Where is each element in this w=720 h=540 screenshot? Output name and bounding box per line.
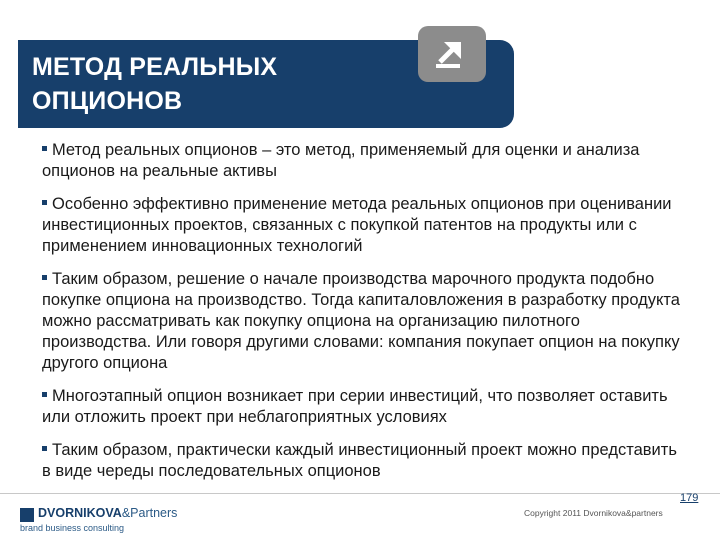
arrow-up-right-icon [430,34,470,74]
bullet-text: Таким образом, решение о начале производства марочного продукта подобно покупке опциона на производство. Тогда капиталовложения в разработку продукта можно рассматривать как покупку опциона на организацию пилотного производства. Или говоря другими словами: компания покупает опцион на покупку другого опциона [42,270,680,372]
bullet-item [42,386,682,428]
bullet-item [42,269,682,374]
bullet-list [42,140,682,494]
logo-name-bold: DVORNIKOVA [38,506,122,520]
bullet-text: Многоэтапный опцион возникает при серии инвестиций, что позволяет оставить или отложить проект при неблагоприятных условиях [42,387,668,426]
bullet-text: Таким образом, практически каждый инвестиционный проект можно представить в виде череды последовательных опционов [42,441,677,480]
bullet-text: Особенно эффективно применение метода реальных опционов при оценивании инвестиционных проектов, связанных с покупкой патентов на продукты или с применением инновационных технологий [42,195,672,255]
bullet-marker-icon [42,200,47,205]
bullet-marker-icon [42,146,47,151]
logo-tagline: brand business consulting [20,523,125,533]
company-logo [20,506,220,536]
title-line-1: МЕТОД РЕАЛЬНЫХ [32,53,278,81]
slide-title [32,50,452,118]
bullet-marker-icon [42,392,47,397]
copyright-text: Copyright 2011 Dvornikova&partners [524,508,663,518]
logo-name [38,506,177,520]
bullet-item [42,140,682,182]
bullet-marker-icon [42,275,47,280]
page-number[interactable]: 179 [680,492,699,504]
bullet-item [42,194,682,257]
corner-tab [418,26,486,82]
bullet-item [42,440,682,482]
bullet-text: Метод реальных опционов – это метод, применяемый для оценки и анализа опционов на реальные активы [42,141,640,180]
logo-name-light: &Partners [121,506,178,520]
logo-square-icon [20,508,34,522]
footer-divider [0,493,720,494]
title-line-2: ОПЦИОНОВ [32,87,183,115]
bullet-marker-icon [42,446,47,451]
